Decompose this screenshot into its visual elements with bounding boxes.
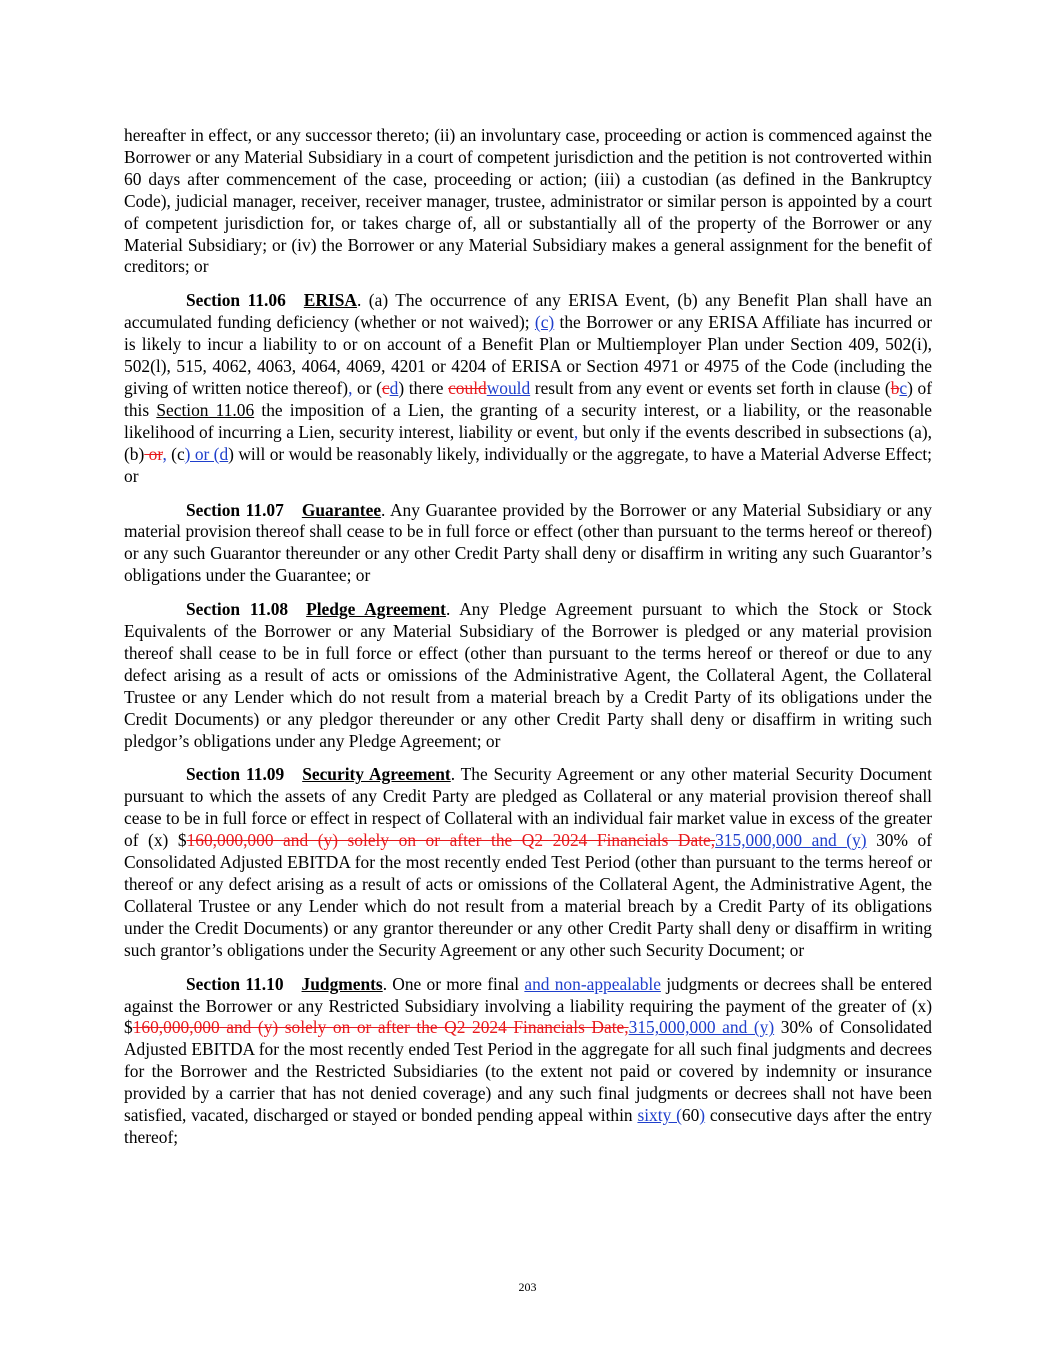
text-run: . Any Guarantee provided by the Borrower or any Material Subsidiary or any material provision thereof shall cease to be in full force or effect (other than pursuant to the terms hereof or thereof) or any such Guarantor thereunder or any other Credit Party shall deny or disaffirm in writing any such Guarantor’s obligations under the Guarantee; or xyxy=(124,499,933,586)
text-run: judgments or decrees shall be entered against the Borrower or any Restricted Subsidiary involving a liability requiring the payment of the greater of (x) $ xyxy=(124,973,932,1038)
section-cross-reference: Section 11.06 xyxy=(156,399,255,420)
deleted-text: or xyxy=(144,443,163,464)
section-11-08 xyxy=(124,599,932,752)
text-run: . The Security Agreement or any other material Security Document pursuant to which the assets of any Credit Party are pledged as Collateral or any material provision thereof shall cease to be in full force or effect in respect of Collateral with an individual fair market value in excess of the greater of (x) $ xyxy=(124,764,932,851)
inserted-text: c xyxy=(899,377,908,398)
inserted-text: 315,000,000 and (y) xyxy=(628,1017,775,1038)
text-run: 60 xyxy=(681,1105,700,1126)
text-run: ) will or would be reasonably likely, individually or the aggregate, to have a Material Adverse Effect; or xyxy=(124,443,933,486)
section-title: Guarantee xyxy=(301,499,382,520)
inserted-text: , xyxy=(348,377,353,398)
inserted-text: , xyxy=(162,443,167,464)
section-11-07 xyxy=(124,500,932,588)
deleted-text: c xyxy=(381,377,390,398)
section-title: Security Agreement xyxy=(302,764,451,785)
text-run: ) there xyxy=(398,377,449,398)
section-number: Section 11.10 xyxy=(186,973,284,994)
text-run: . One or more final xyxy=(382,973,525,994)
text-run: the imposition of a Lien, the granting of a security interest, or a liability, or the reasonable likelihood of incurring a Lien, security interest, liability or event xyxy=(124,399,933,442)
page-number: 203 xyxy=(518,1280,537,1294)
section-title: ERISA xyxy=(303,290,357,311)
text-run: but only if the events described in subsections (a), (b) xyxy=(124,421,933,464)
text-run: ) of this xyxy=(124,377,933,420)
inserted-text: ) or (d xyxy=(184,443,229,464)
deleted-text: b xyxy=(890,377,900,398)
text-run: or ( xyxy=(352,377,382,398)
inserted-text: d xyxy=(389,377,399,398)
inserted-text: would xyxy=(486,377,531,398)
section-title: Judgments xyxy=(301,973,383,994)
deleted-text: 160,000,000 and (y) solely on or after the Q2 2024 Financials Date, xyxy=(186,830,716,851)
inserted-text: and non-appealable xyxy=(524,973,661,994)
inserted-text: (c) xyxy=(534,312,555,333)
section-11-10 xyxy=(124,974,932,1149)
deleted-text: 160,000,000 and (y) solely on or after the Q2 2024 Financials Date, xyxy=(132,1017,629,1038)
section-number: Section 11.09 xyxy=(186,764,285,785)
deleted-text: could xyxy=(448,377,487,398)
section-11-06 xyxy=(124,290,932,487)
inserted-text: ) xyxy=(699,1105,706,1126)
section-number: Section 11.08 xyxy=(186,599,289,620)
section-number: Section 11.07 xyxy=(186,499,284,520)
section-11-09 xyxy=(124,764,932,961)
text-run: result from any event or events set forth in clause ( xyxy=(530,377,891,398)
text-run: 30% of Consolidated Adjusted EBITDA for the most recently ended Test Period in the aggregate for all such final judgments and decrees for the Borrower and the Restricted Subsidiaries (to the extent not paid or covered by indemnity or insurance provided by a carrier that has not denied coverage) and any such final judgments or decrees shall not have been satisfied, vacated, discharged or stayed or bonded pending appeal within xyxy=(124,1017,932,1126)
paragraph-continuation xyxy=(124,125,932,278)
text-run: 30% of Consolidated Adjusted EBITDA for the most recently ended Test Period (other than pursuant to the terms hereof or thereof or any defect arising as a result of acts or omissions of the Collateral Agent, the Administrative Agent, the Collateral Trustee or any Lender which do not result from a material breach by a Credit Party of its obligations under the Credit Documents) or any grantor thereunder or any other Credit Party shall deny or disaffirm in writing such grantor’s obligations under the Security Agreement or any other such Security Document; or xyxy=(124,830,933,960)
inserted-text: 315,000,000 and (y) xyxy=(715,830,867,851)
text-run: . Any Pledge Agreement pursuant to which the Stock or Stock Equivalents of the Borrower or any Material Subsidiary of the Borrower is pledged or any material provision thereof shall cease to be in full force or effect (other than pursuant to the terms hereof or thereof or due to any defect arising as a result of acts or omissions of the Administrative Agent, the Collateral Agent, the Collateral Trustee or any Lender which do not result from a material breach by a Credit Party of its obligations under the Credit Documents) or any pledgor thereunder or any other Credit Party shall deny or disaffirm in writing such pledgor’s obligations under any Pledge Agreement; or xyxy=(124,599,932,751)
text-run: . (a) The occurrence of any ERISA Event, (b) any Benefit Plan shall have an accumulated funding deficiency (whether or not waived); xyxy=(124,290,932,333)
inserted-text: , xyxy=(573,421,579,442)
document-page xyxy=(124,125,932,1161)
text-run: consecutive days after the entry thereof; xyxy=(124,1105,932,1147)
section-title: Pledge Agreement xyxy=(306,599,446,620)
paragraph-text: hereafter in effect, or any successor thereto; (ii) an involuntary case, proceeding or action is commenced against the Borrower or any Material Subsidiary in a court of competent jurisdiction and the petition is not controverted within 60 days after commencement of the case, proceeding or action; (iii) a custodian (as defined in the Bankruptcy Code), judicial manager, receiver, receiver manager, trustee, administrator or similar person is appointed by a court of competent jurisdiction for, or takes charge of, all or substantially all of the property of the Borrower or any Material Subsidiary; or (iv) the Borrower or any Material Subsidiary makes a general assignment for the benefit of creditors; or xyxy=(124,125,932,277)
text-run: the Borrower or any ERISA Affiliate has incurred or is likely to incur a liability to or on account of a Benefit Plan or Multiemployer Plan under Section 409, 502(i), 502(l), 515, 4062, 4063, 4064, 4069, 4201 or 4204 of ERISA or Section 4971 or 4975 of the Code (including the giving of written notice thereof) xyxy=(124,312,933,398)
inserted-text: sixty ( xyxy=(637,1105,682,1126)
text-run: (c xyxy=(166,443,185,464)
section-number: Section 11.06 xyxy=(186,290,286,311)
